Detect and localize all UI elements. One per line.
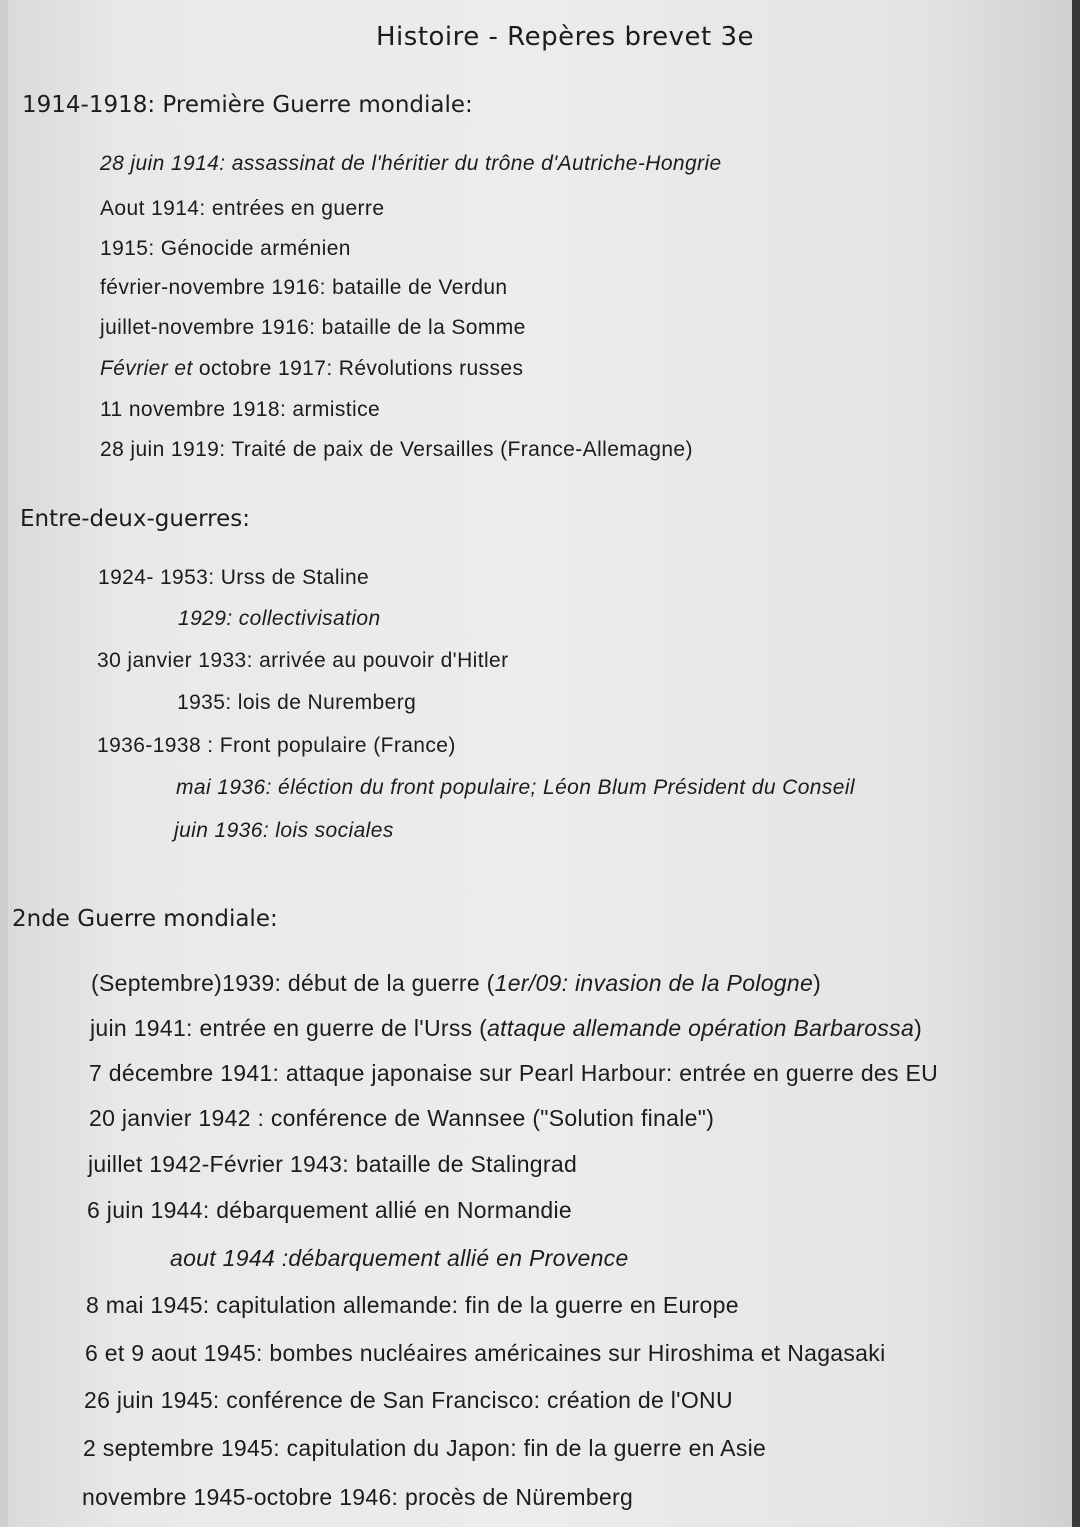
timeline-item-italic-part: 1er/09: invasion de la Pologne [494,970,814,996]
timeline-item: 6 et 9 aout 1945: bombes nucléaires américaines sur Hiroshima et Nagasaki [85,1340,886,1366]
section-heading-ww2: 2nde Guerre mondiale: [12,906,278,932]
timeline-item: 30 janvier 1933: arrivée au pouvoir d'Hitler [97,649,509,672]
page-title: Histoire - Repères brevet 3e [376,22,754,52]
timeline-item: 6 juin 1944: débarquement allié en Normandie [87,1197,573,1223]
timeline-item: 7 décembre 1941: attaque japonaise sur Pearl Harbour: entrée en guerre des EU [89,1060,939,1086]
timeline-item: 28 juin 1919: Traité de paix de Versailles (France-Allemagne) [100,438,693,461]
timeline-item [91,970,821,997]
timeline-item: 1936-1938 : Front populaire (France) [97,734,456,757]
timeline-item: 8 mai 1945: capitulation allemande: fin de la guerre en Europe [86,1292,739,1318]
timeline-item: novembre 1945-octobre 1946: procès de Nüremberg [82,1484,634,1510]
timeline-item-text: ) [914,1015,923,1041]
timeline-item: 11 novembre 1918: armistice [100,398,381,421]
timeline-item: 28 juin 1914: assassinat de l'héritier du trône d'Autriche-Hongrie [100,152,722,175]
timeline-subitem: mai 1936: éléction du front populaire; Léon Blum Président du Conseil [176,776,855,799]
page-right-edge [1072,0,1080,1527]
timeline-item: février-novembre 1916: bataille de Verdun [100,276,508,299]
timeline-item-text: octobre 1917: Révolutions russes [192,357,524,380]
timeline-item-italic-part: Février et [100,357,193,380]
timeline-subitem: 1935: lois de Nuremberg [177,691,417,714]
section-heading-ww1: 1914-1918: Première Guerre mondiale: [22,92,473,118]
timeline-item-text: juin 1941: entrée en guerre de l'Urss ( [90,1015,488,1041]
timeline-subitem: 1929: collectivisation [178,607,381,630]
timeline-item-italic-part: attaque allemande opération Barbarossa [487,1015,915,1041]
timeline-item: 20 janvier 1942 : conférence de Wannsee ("Solution finale") [89,1105,715,1131]
timeline-item: juillet 1942-Février 1943: bataille de Stalingrad [88,1151,578,1177]
timeline-item: 26 juin 1945: conférence de San Francisco: création de l'ONU [84,1387,733,1413]
timeline-item: 1924- 1953: Urss de Staline [98,566,370,589]
timeline-item: 2 septembre 1945: capitulation du Japon: fin de la guerre en Asie [83,1435,767,1461]
timeline-item: juillet-novembre 1916: bataille de la Somme [100,316,526,339]
timeline-item [90,1015,922,1042]
timeline-item-text: (Septembre)1939: début de la guerre ( [91,970,495,996]
timeline-item: 1915: Génocide arménien [100,237,351,260]
timeline-item-text: ) [813,970,822,996]
timeline-subitem: aout 1944 :débarquement allié en Provence [170,1245,629,1271]
timeline-subitem: juin 1936: lois sociales [174,819,394,842]
page-left-edge [0,0,8,1527]
timeline-item [100,357,523,381]
timeline-item: Aout 1914: entrées en guerre [100,197,385,220]
section-heading-interwar: Entre-deux-guerres: [20,506,250,532]
